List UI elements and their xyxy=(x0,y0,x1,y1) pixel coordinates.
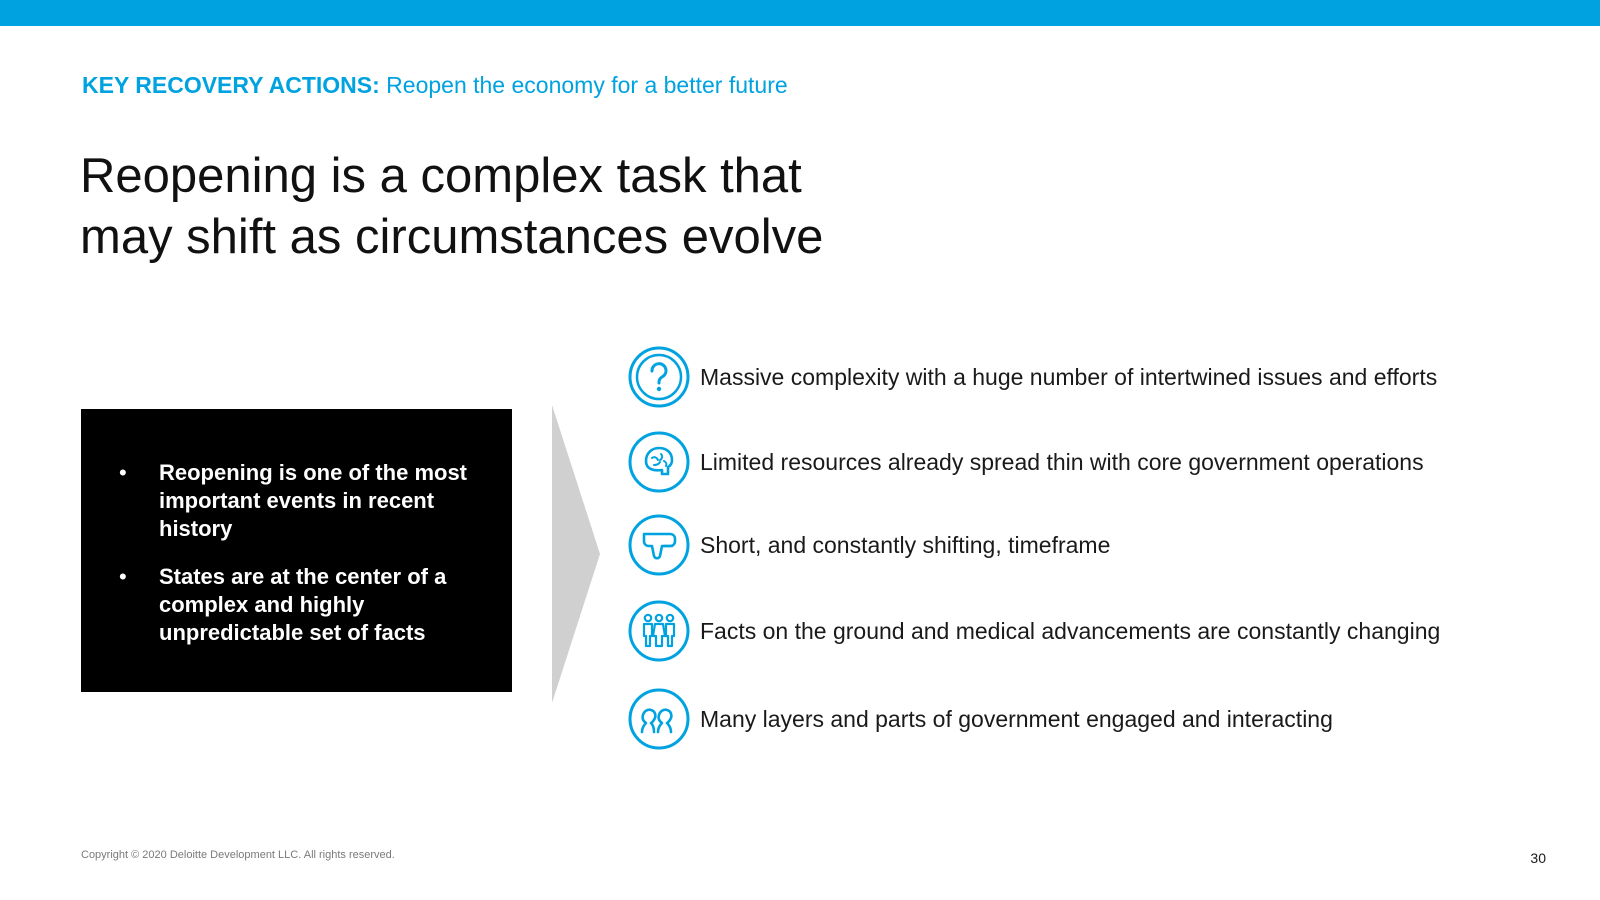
bullet-dot: • xyxy=(119,460,127,485)
people-group-icon xyxy=(628,600,690,662)
chevron-arrow xyxy=(552,405,600,703)
page-title-line-2: may shift as circumstances evolve xyxy=(80,210,824,264)
callout-bullet-list xyxy=(119,459,472,647)
issue-text: Many layers and parts of government engaged and interacting xyxy=(700,706,1333,732)
page-number: 30 xyxy=(1530,850,1546,866)
issue-item-government xyxy=(628,688,1568,752)
page-title-line-1: Reopening is a complex task that xyxy=(80,149,802,203)
callout-box xyxy=(81,409,512,692)
callout-bullet-text: Reopening is one of the most important events in recent history xyxy=(159,460,468,541)
team-icon xyxy=(628,688,690,750)
issue-item-facts xyxy=(628,600,1568,664)
kicker-label: KEY RECOVERY ACTIONS: xyxy=(82,72,380,98)
bullet-dot: • xyxy=(119,564,127,589)
brain-icon xyxy=(628,431,690,493)
kicker-subtitle: Reopen the economy for a better future xyxy=(386,72,788,98)
thumbs-down-icon xyxy=(628,514,690,576)
question-icon xyxy=(628,346,690,408)
callout-bullet xyxy=(119,459,472,543)
footer-copyright: Copyright © 2020 Deloitte Development LLC. All rights reserved. xyxy=(81,849,395,861)
callout-bullet-text: States are at the center of a complex and highly unpredictable set of facts xyxy=(159,564,447,645)
issue-text: Short, and constantly shifting, timeframe xyxy=(700,532,1111,558)
issue-item-complexity xyxy=(628,346,1568,410)
issue-text: Facts on the ground and medical advancements are constantly changing xyxy=(700,618,1441,644)
callout-bullet xyxy=(119,563,472,647)
issue-text: Massive complexity with a huge number of intertwined issues and efforts xyxy=(700,364,1438,390)
section-kicker xyxy=(82,72,788,99)
top-accent-bar xyxy=(0,0,1600,26)
issue-text: Limited resources already spread thin with core government operations xyxy=(700,449,1424,475)
issue-item-resources xyxy=(628,431,1568,495)
issue-item-timeframe xyxy=(628,514,1568,578)
page-title xyxy=(80,146,900,268)
